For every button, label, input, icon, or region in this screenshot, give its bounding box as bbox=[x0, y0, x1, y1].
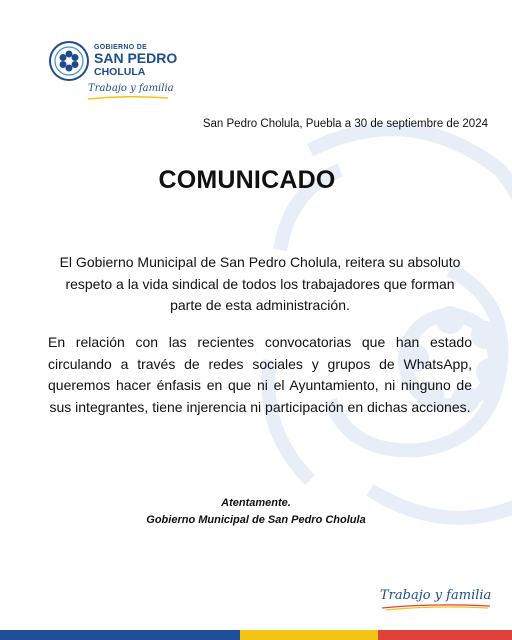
color-bar-yellow bbox=[240, 630, 378, 640]
document-date: San Pedro Cholula, Puebla a 30 de septiembre de 2024 bbox=[202, 118, 488, 130]
municipal-logo bbox=[48, 40, 198, 102]
color-bar-blue bbox=[0, 630, 240, 640]
signature-closing: Atentamente. bbox=[221, 497, 291, 509]
paragraph-2: En relación con las recientes convocatorias que han estado circulando a través de redes sociales y grupos de WhatsApp, queremos hacer énfasis en que ni el Ayuntamiento, ni ninguno de sus integrantes, tiene injerencia ni participación en dichas acciones. bbox=[48, 334, 472, 415]
logo-swoosh-icon bbox=[88, 95, 168, 101]
footer-swoosh-icon bbox=[382, 602, 490, 612]
logo-slogan: Trabajo y familia bbox=[88, 83, 174, 94]
footer-color-bar bbox=[0, 630, 512, 640]
logo-line1: GOBIERNO DE bbox=[94, 44, 148, 51]
signature-signer: Gobierno Municipal de San Pedro Cholula bbox=[146, 514, 366, 526]
flower-emblem-icon bbox=[48, 40, 90, 82]
logo-line2: SAN PEDRO bbox=[94, 50, 178, 66]
color-bar-red bbox=[378, 630, 512, 640]
document-title: COMUNICADO bbox=[158, 166, 336, 194]
logo-wordmark bbox=[94, 44, 177, 78]
logo-line3: CHOLULA bbox=[94, 66, 146, 78]
paragraph-1: El Gobierno Municipal de San Pedro Cholula, reitera su absoluto respeto a la vida sindical de todos los trabajadores que forman parte de esta administración. bbox=[59, 254, 461, 313]
footer-slogan: Trabajo y familia bbox=[380, 588, 492, 603]
